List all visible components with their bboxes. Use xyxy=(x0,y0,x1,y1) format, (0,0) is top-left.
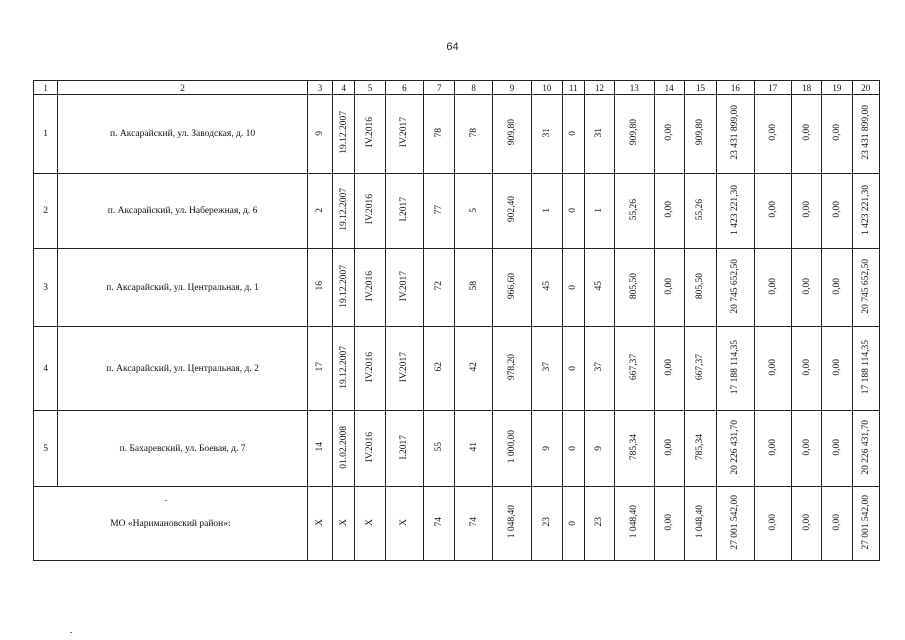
data-cell xyxy=(615,327,654,411)
data-cell xyxy=(684,174,716,249)
cell-value: 5 xyxy=(468,208,479,213)
data-cell xyxy=(822,249,852,327)
address-cell: п. Аксарайский, ул. Заводская, д. 10 xyxy=(58,95,308,174)
data-cell xyxy=(307,411,332,487)
cell-value: 42 xyxy=(468,362,479,372)
cell-value: 0 xyxy=(568,520,579,526)
data-cell xyxy=(333,327,355,411)
cell-value: 1 423 221,30 xyxy=(730,184,741,235)
data-cell xyxy=(562,411,584,487)
cell-value: 0,00 xyxy=(767,277,778,295)
data-cell xyxy=(615,249,654,327)
cell-value: IV.2017 xyxy=(399,270,410,302)
cell-value: 20 745 652,50 xyxy=(730,258,741,314)
cell-value: 9 xyxy=(541,445,552,451)
data-cell xyxy=(355,327,385,411)
cell-value: 72 xyxy=(434,281,445,291)
cell-value: 785,34 xyxy=(695,433,706,461)
cell-value: 23 xyxy=(541,517,552,527)
cell-value: 27 001 542,00 xyxy=(860,494,871,550)
cell-value: 0,00 xyxy=(831,358,842,376)
cell-value: 0,00 xyxy=(831,513,842,531)
column-header: 19 xyxy=(822,81,852,95)
cell-value: 20 745 652,50 xyxy=(860,258,871,314)
data-cell xyxy=(455,174,492,249)
scan-speck xyxy=(165,500,167,501)
data-cell xyxy=(717,95,754,174)
column-header: 12 xyxy=(584,81,614,95)
data-cell xyxy=(355,249,385,327)
cell-value: 978,20 xyxy=(507,353,518,381)
cell-value: 17 xyxy=(315,362,326,372)
data-cell xyxy=(615,411,654,487)
cell-value: 1 048,40 xyxy=(695,505,706,539)
table-row xyxy=(34,95,880,174)
cell-value: 909,80 xyxy=(629,119,640,146)
column-header: 13 xyxy=(615,81,654,95)
cell-value: 1 048,40 xyxy=(629,505,640,539)
data-cell xyxy=(385,327,423,411)
column-header: 9 xyxy=(492,81,531,95)
column-header: 16 xyxy=(717,81,754,95)
cell-value: 966,60 xyxy=(507,272,518,300)
data-cell xyxy=(852,487,879,561)
column-header: 6 xyxy=(385,81,423,95)
row-number: 4 xyxy=(34,327,58,411)
data-cell xyxy=(615,174,654,249)
data-cell xyxy=(532,411,562,487)
data-cell xyxy=(385,411,423,487)
data-cell xyxy=(562,327,584,411)
cell-value: 667,37 xyxy=(695,353,706,381)
cell-value: 16 xyxy=(315,281,326,291)
cell-value: IV.2017 xyxy=(399,351,410,383)
data-cell xyxy=(584,249,614,327)
table-row xyxy=(34,249,880,327)
data-cell xyxy=(654,95,684,174)
data-cell xyxy=(532,174,562,249)
data-cell xyxy=(754,327,791,411)
data-cell xyxy=(791,95,821,174)
cell-value: 0,00 xyxy=(801,438,812,456)
data-cell xyxy=(791,249,821,327)
cell-value: 667,37 xyxy=(629,353,640,381)
data-cell xyxy=(562,95,584,174)
cell-value: 31 xyxy=(594,127,605,138)
data-cell xyxy=(492,411,531,487)
cell-value: 2 xyxy=(315,208,326,213)
cell-value: 0,00 xyxy=(801,201,812,218)
cell-value: 909,80 xyxy=(507,119,518,146)
cell-value: 55 xyxy=(434,442,445,452)
cell-value: 74 xyxy=(434,517,445,527)
data-cell xyxy=(307,95,332,174)
column-header: 4 xyxy=(333,81,355,95)
row-number: 5 xyxy=(34,411,58,487)
cell-value: 9 xyxy=(594,445,605,451)
column-number-row xyxy=(34,81,880,95)
data-cell xyxy=(791,174,821,249)
data-cell xyxy=(333,174,355,249)
data-cell xyxy=(852,411,879,487)
cell-value: IV.2016 xyxy=(365,431,376,463)
cell-value: 0,00 xyxy=(664,201,675,218)
data-cell xyxy=(717,249,754,327)
column-header: 2 xyxy=(58,81,308,95)
cell-value: 0,00 xyxy=(767,438,778,456)
data-cell xyxy=(654,487,684,561)
total-row xyxy=(34,487,880,561)
cell-value: 805,50 xyxy=(629,272,640,300)
cell-value: 0,00 xyxy=(767,513,778,531)
data-cell xyxy=(455,411,492,487)
cell-value: 0 xyxy=(568,284,579,290)
data-cell xyxy=(684,411,716,487)
cell-value: 27 001 542,00 xyxy=(730,494,741,550)
cell-value: 14 xyxy=(315,442,326,452)
data-cell xyxy=(355,174,385,249)
cell-value: 0,00 xyxy=(831,438,842,456)
data-cell xyxy=(385,174,423,249)
cell-value: 0,00 xyxy=(664,124,675,141)
cell-value: 37 xyxy=(594,362,605,372)
data-cell xyxy=(754,411,791,487)
data-cell xyxy=(492,327,531,411)
total-label: МО «Наримановский район»: xyxy=(34,487,308,561)
cell-value: 0 xyxy=(568,365,579,371)
cell-value: 1 xyxy=(541,208,552,213)
cell-value: 78 xyxy=(468,127,479,138)
cell-value: 19.12.2007 xyxy=(338,345,349,389)
data-cell xyxy=(717,487,754,561)
data-cell xyxy=(562,487,584,561)
cell-value: I.2017 xyxy=(399,434,410,460)
data-cell xyxy=(584,174,614,249)
column-header: 14 xyxy=(654,81,684,95)
cell-value: 0,00 xyxy=(664,277,675,295)
column-header: 18 xyxy=(791,81,821,95)
row-number: 3 xyxy=(34,249,58,327)
cell-value: 77 xyxy=(434,204,445,215)
data-cell xyxy=(455,487,492,561)
cell-value: 55,26 xyxy=(695,198,706,221)
data-cell xyxy=(615,487,654,561)
data-cell xyxy=(455,327,492,411)
data-cell xyxy=(532,327,562,411)
cell-value: 17 188 114,35 xyxy=(860,339,871,395)
cell-value: 0,00 xyxy=(767,358,778,376)
cell-value: 23 431 899,00 xyxy=(730,105,741,160)
data-cell xyxy=(822,411,852,487)
cell-value: 01.02.2008 xyxy=(338,425,349,469)
data-cell xyxy=(562,249,584,327)
address-cell: п. Аксарайский, ул. Центральная, д. 1 xyxy=(58,249,308,327)
cell-value: 902,40 xyxy=(507,196,518,223)
data-cell xyxy=(333,487,355,561)
cell-value: 41 xyxy=(468,442,479,452)
cell-value: 0 xyxy=(568,445,579,451)
data-cell xyxy=(822,327,852,411)
cell-value: 0 xyxy=(568,208,579,213)
data-cell xyxy=(852,95,879,174)
cell-value: IV.2017 xyxy=(399,117,410,148)
data-cell xyxy=(654,249,684,327)
cell-value: 78 xyxy=(434,127,445,138)
data-cell xyxy=(584,327,614,411)
cell-value: X xyxy=(365,518,376,526)
cell-value: IV.2016 xyxy=(365,351,376,383)
data-cell xyxy=(385,249,423,327)
cell-value: 0,00 xyxy=(801,513,812,531)
data-cell xyxy=(615,95,654,174)
column-header: 10 xyxy=(532,81,562,95)
table-row xyxy=(34,411,880,487)
data-cell xyxy=(333,249,355,327)
data-cell xyxy=(424,95,455,174)
row-number: 2 xyxy=(34,174,58,249)
scan-speck xyxy=(70,632,72,633)
cell-value: 0,00 xyxy=(831,124,842,141)
cell-value: 45 xyxy=(541,281,552,291)
cell-value: 23 431 899,00 xyxy=(860,105,871,160)
column-header: 5 xyxy=(355,81,385,95)
data-cell xyxy=(822,487,852,561)
cell-value: 62 xyxy=(434,362,445,372)
cell-value: 805,50 xyxy=(695,272,706,300)
cell-value: X xyxy=(315,518,326,526)
table-row xyxy=(34,174,880,249)
data-cell xyxy=(852,327,879,411)
column-header: 7 xyxy=(424,81,455,95)
cell-value: 0,00 xyxy=(801,358,812,376)
data-cell xyxy=(492,95,531,174)
data-cell xyxy=(684,327,716,411)
data-cell xyxy=(822,174,852,249)
data-cell xyxy=(355,95,385,174)
cell-value: IV.2016 xyxy=(365,117,376,148)
cell-value: 1 423 221,30 xyxy=(860,184,871,235)
cell-value: 20 226 431,70 xyxy=(730,419,741,475)
cell-value: 20 226 431,70 xyxy=(860,419,871,475)
data-cell xyxy=(684,95,716,174)
cell-value: 37 xyxy=(541,362,552,372)
column-header: 8 xyxy=(455,81,492,95)
data-cell xyxy=(424,327,455,411)
data-cell xyxy=(717,411,754,487)
cell-value: X xyxy=(338,518,349,526)
data-cell xyxy=(385,95,423,174)
data-cell xyxy=(654,174,684,249)
address-cell: п. Аксарайский, ул. Набережная, д. 6 xyxy=(58,174,308,249)
cell-value: 0,00 xyxy=(767,124,778,141)
data-cell xyxy=(424,174,455,249)
cell-value: 0,00 xyxy=(664,513,675,531)
data-cell xyxy=(532,249,562,327)
data-cell xyxy=(754,95,791,174)
data-cell xyxy=(791,487,821,561)
data-cell xyxy=(654,327,684,411)
cell-value: 19.12.2007 xyxy=(338,188,349,231)
data-cell xyxy=(333,411,355,487)
data-cell xyxy=(754,174,791,249)
page-number: 64 xyxy=(446,41,459,53)
data-cell xyxy=(424,249,455,327)
data-cell xyxy=(754,487,791,561)
data-cell xyxy=(822,95,852,174)
cell-value: X xyxy=(399,518,410,526)
cell-value: 58 xyxy=(468,281,479,291)
data-cell xyxy=(684,249,716,327)
cell-value: 1 000,00 xyxy=(507,430,518,464)
cell-value: 23 xyxy=(594,517,605,527)
table-row xyxy=(34,327,880,411)
data-cell xyxy=(455,249,492,327)
cell-value: 0 xyxy=(568,131,579,136)
column-header: 3 xyxy=(307,81,332,95)
cell-value: 0,00 xyxy=(831,277,842,295)
data-cell xyxy=(852,249,879,327)
cell-value: I.2017 xyxy=(399,197,410,222)
data-cell xyxy=(492,174,531,249)
data-cell xyxy=(584,487,614,561)
cell-value: 0,00 xyxy=(801,124,812,141)
cell-value: 19.12.2007 xyxy=(338,111,349,154)
data-cell xyxy=(654,411,684,487)
data-cell xyxy=(424,411,455,487)
data-cell xyxy=(584,95,614,174)
cell-value: 0,00 xyxy=(767,201,778,218)
data-cell xyxy=(532,487,562,561)
data-cell xyxy=(333,95,355,174)
address-cell: п. Бахаревский, ул. Боевая, д. 7 xyxy=(58,411,308,487)
cell-value: 0,00 xyxy=(664,358,675,376)
data-cell xyxy=(791,411,821,487)
cell-value: 785,34 xyxy=(629,433,640,461)
data-cell xyxy=(307,487,332,561)
cell-value: 9 xyxy=(315,131,326,136)
cell-value: 17 188 114,35 xyxy=(730,339,741,395)
data-cell xyxy=(532,95,562,174)
cell-value: 1 048,40 xyxy=(507,505,518,539)
data-cell xyxy=(492,487,531,561)
column-header: 11 xyxy=(562,81,584,95)
data-cell xyxy=(852,174,879,249)
column-header: 1 xyxy=(34,81,58,95)
cell-value: 19.12.2007 xyxy=(338,264,349,308)
data-cell xyxy=(307,174,332,249)
data-cell xyxy=(717,174,754,249)
cell-value: 74 xyxy=(468,517,479,527)
data-cell xyxy=(424,487,455,561)
data-cell xyxy=(307,327,332,411)
data-cell xyxy=(355,487,385,561)
data-cell xyxy=(754,249,791,327)
cell-value: 31 xyxy=(541,127,552,138)
cell-value: IV.2016 xyxy=(365,270,376,302)
register-table xyxy=(33,80,880,561)
cell-value: 909,80 xyxy=(695,119,706,146)
cell-value: 45 xyxy=(594,281,605,291)
data-cell xyxy=(584,411,614,487)
data-cell xyxy=(684,487,716,561)
column-header: 15 xyxy=(684,81,716,95)
data-cell xyxy=(385,487,423,561)
cell-value: 1 xyxy=(594,208,605,213)
cell-value: 0,00 xyxy=(664,438,675,456)
data-cell xyxy=(307,249,332,327)
cell-value: 0,00 xyxy=(801,277,812,295)
column-header: 20 xyxy=(852,81,879,95)
data-cell xyxy=(791,327,821,411)
data-cell xyxy=(355,411,385,487)
cell-value: 55,26 xyxy=(629,198,640,221)
data-cell xyxy=(492,249,531,327)
column-header: 17 xyxy=(754,81,791,95)
cell-value: IV.2016 xyxy=(365,194,376,225)
data-cell xyxy=(717,327,754,411)
data-cell xyxy=(562,174,584,249)
data-cell xyxy=(455,95,492,174)
cell-value: 0,00 xyxy=(831,201,842,218)
address-cell: п. Аксарайский, ул. Центральная, д. 2 xyxy=(58,327,308,411)
row-number: 1 xyxy=(34,95,58,174)
